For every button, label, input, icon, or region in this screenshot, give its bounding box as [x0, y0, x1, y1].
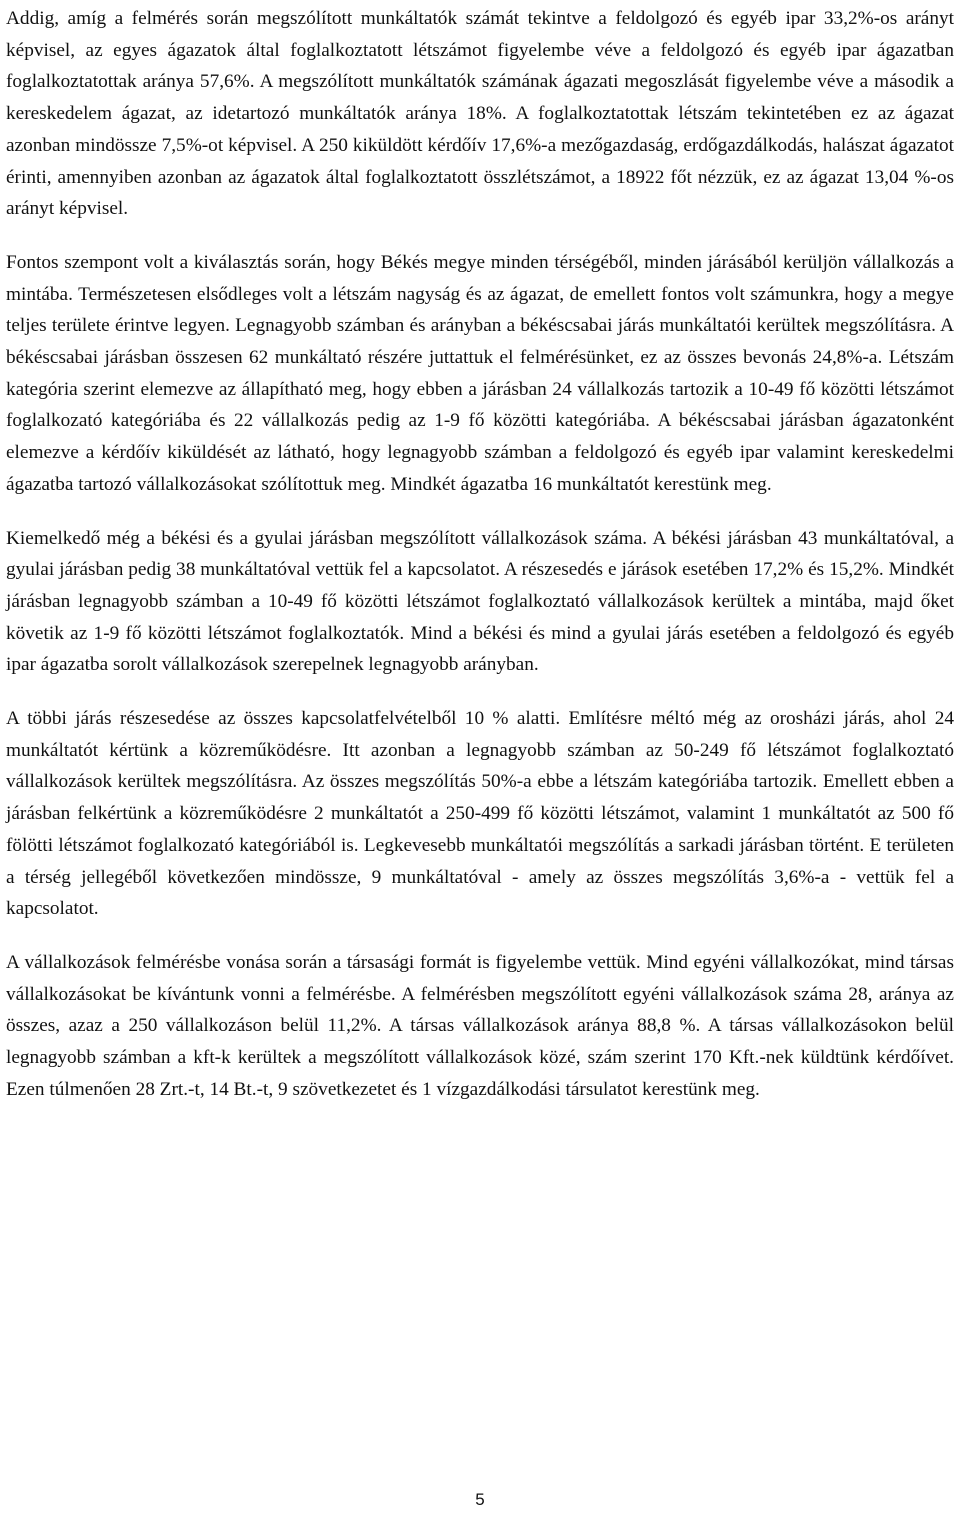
document-page [6, 3, 954, 1106]
page-number: 5 [475, 1490, 485, 1509]
paragraph-bekes-gyula: Kiemelkedő még a békési és a gyulai járásban megszólított vállalkozások száma. A békési járásban 43 munkáltatóval, a gyulai járásban pedig 38 munkáltatóval vettük fel a kapcsolatot. A részesedés e járások esetében 17,2% és 15,2%. Mindkét járásban legnagyobb számban a 10-49 fő közötti létszámot foglalkoztató vállalkozások kerültek a mintába, majd őket követik az 1-9 fő közötti létszámot foglalkoztatók. Mind a békési és mind a gyulai járás esetében a feldolgozó és egyéb ipar ágazatba sorolt vállalkozások szerepelnek legnagyobb arányban. [6, 527, 954, 676]
paragraph-district-selection: Fontos szempont volt a kiválasztás során, hogy Békés megye minden térségéből, minden járásából kerüljön vállalkozás a mintába. Természetesen elsődleges volt a létszám nagyság és az ágazat, de emellett fontos volt számunkra, hogy a megye teljes területe érintve legyen. Legnagyobb számban és arányban a békéscsabai járás munkáltatói kerültek megszólításra. A békéscsabai járásban összesen 62 munkáltató részére juttattuk el felmérésünket, ez az összes bevonás 24,8%-a. Létszám kategória szerint elemezve az állapítható meg, hogy ebben a járásban 24 vállalkozás tartozik a 10-49 fő közötti létszámot foglalkozató kategóriába és 22 vállalkozás pedig az 1-9 fő közötti kategóriába. A békéscsabai járásban ágazatonként elemezve a kérdőív kiküldését az látható, hogy legnagyobb számban a feldolgozó és egyéb ipar valamint kereskedelmi ágazatba tartozó vállalkozásokat szólítottuk meg. Mindkét ágazatba 16 munkáltatót kerestünk meg. [6, 251, 954, 495]
paragraph-sector-distribution: Addig, amíg a felmérés során megszólított munkáltatók számát tekintve a feldolgozó és egyéb ipar 33,2%-os arányt képvisel, az egyes ágazatok által foglalkoztatott létszámot figyelembe véve a feldolgozó és egyéb ipar ágazatban foglalkoztatottak aránya 57,6%. A megszólított munkáltatók számának ágazati megoszlását figyelembe véve a második a kereskedelem ágazat, az idetartozó munkáltatók aránya 18%. A foglalkoztatottak létszám tekintetében ez az ágazat azonban mindössze 7,5%-ot képvisel. A 250 kiküldött kérdőív 17,6%-a mezőgazdaság, erdőgazdálkodás, halászat ágazatot érinti, amennyiben azonban az ágazatok által foglalkoztatott összlétszámot, a 18922 főt nézzük, ez az ágazat 13,04 %-os arányt képvisel. [6, 8, 954, 220]
paragraph-company-forms: A vállalkozások felmérésbe vonása során a társasági formát is figyelembe vettük. Mind egyéni vállalkozókat, mind társas vállalkozásokat be kívántunk vonni a felmérésbe. A felmérésben megszólított egyéni vállalkozások száma 28, aránya az összes, azaz a 250 vállalkozáson belül 11,2%. A társas vállalkozások aránya 88,8 %. A társas vállalkozásokon belül legnagyobb számban a kft-k kerültek a megszólított vállalkozások közé, szám szerint 170 Kft.-nek küldtünk kérdőívet. Ezen túlmenően 28 Zrt.-t, 14 Bt.-t, 9 szövetkezetet és 1 vízgazdálkodási társulatot kerestünk meg. [6, 951, 954, 1100]
paragraph-other-districts: A többi járás részesedése az összes kapcsolatfelvételből 10 % alatti. Említésre méltó még az orosházi járás, ahol 24 munkáltatót kértünk a közreműködésre. Itt azonban a legnagyobb számban az 50-249 fő létszámot foglalkoztató vállalkozások kerültek megszólításra. Az összes megszólítás 50%-a ebbe a létszám kategóriába tartozik. Emellett ebben a járásban felkértünk a közreműködésre 2 munkáltatót a 250-499 fő közötti létszámot, valamint 1 munkáltatót az 500 fő fölötti létszámot foglalkozató kategóriából is. Legkevesebb munkáltatói megszólítás a sarkadi járásban történt. E területen a térség jellegéből következően mindössze, 9 munkáltatóval - amely az összes megszólítás 3,6%-a - vettük fel a kapcsolatot. [6, 708, 954, 920]
